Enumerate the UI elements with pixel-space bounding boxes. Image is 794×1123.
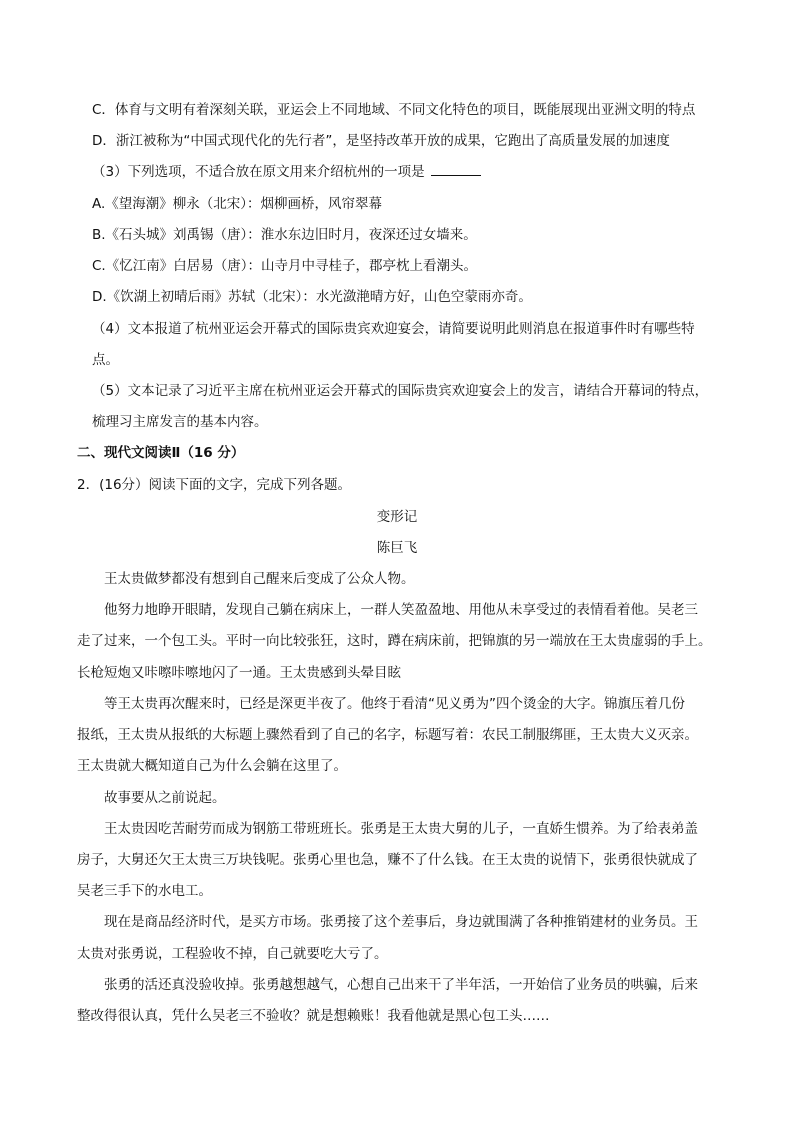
question-4-line2: 点。 bbox=[92, 352, 119, 368]
paragraph-2-line2: 走了过来，一个包工头。平时一向比较张狂，这时，蹲在病床前，把锦旗的另一端放在王太贵虚弱的手上。 bbox=[77, 633, 712, 649]
q3-option-c: C.《忆江南》白居易（唐）：山寺月中寻桂子，郡亭枕上看潮头。 bbox=[92, 258, 477, 274]
question-4-line1: （4）文本报道了杭州亚运会开幕式的国际贵宾欢迎宴会，请简要说明此则消息在报道事件时有哪些特 bbox=[92, 321, 695, 337]
story-title: 变形记 bbox=[376, 509, 418, 525]
option-d-text: D．浙江被称为“中国式现代化的先行者”，是坚持改革开放的成果，它跑出了高质量发展的加速度 bbox=[92, 133, 670, 149]
paragraph-5-line1: 王太贵因吃苦耐劳而成为钢筋工带班班长。张勇是王太贵大舅的儿子，一直娇生惯养。为了给表弟盖 bbox=[104, 821, 698, 837]
paragraph-7-line1: 张勇的活还真没验收掉。张勇越想越气，心想自己出来干了半年活，一开始信了业务员的哄骗，后来 bbox=[104, 977, 698, 993]
paragraph-6-line2: 太贵对张勇说，工程验收不掉，自己就要吃大亏了。 bbox=[77, 946, 388, 962]
paragraph-2-line3: 长枪短炮又咔嚓咔嚓地闪了一通。王太贵感到头晕目眩 bbox=[77, 665, 401, 681]
question-2-intro: 2．(16分）阅读下面的文字，完成下列各题。 bbox=[77, 477, 352, 493]
paragraph-2-line1: 他努力地睁开眼睛，发现自己躺在病床上，一群人笑盈盈地、用他从未享受过的表情看着他。吴老三 bbox=[104, 602, 698, 618]
answer-blank bbox=[431, 163, 481, 176]
option-c-text: C．体育与文明有着深刻关联，亚运会上不同地域、不同文化特色的项目，既能展现出亚洲文明的特点 bbox=[92, 102, 696, 118]
question-3 bbox=[92, 163, 481, 181]
paragraph-5-line3: 吴老三手下的水电工。 bbox=[77, 883, 212, 899]
story-author: 陈巨飞 bbox=[376, 540, 418, 556]
q3-option-b: B.《石头城》刘禹锡（唐）：淮水东边旧时月，夜深还过女墙来。 bbox=[92, 227, 477, 243]
section-title: 二、现代文阅读Ⅱ（16 分） bbox=[77, 445, 245, 461]
q3-option-d: D.《饮湖上初晴后雨》苏轼（北宋）：水光潋滟晴方好，山色空蒙雨亦奇。 bbox=[92, 289, 532, 305]
paragraph-3-line3: 王太贵就大概知道自己为什么会躺在这里了。 bbox=[77, 758, 347, 774]
paragraph-5-line2: 房子，大舅还欠王太贵三万块钱呢。张勇心里也急，赚不了什么钱。在王太贵的说情下，张勇很快就成了 bbox=[77, 852, 698, 868]
question-5-line1: （5）文本记录了习近平主席在杭州亚运会开幕式的国际贵宾欢迎宴会上的发言，请结合开幕词的特点， bbox=[92, 383, 709, 399]
q3-option-a: A.《望海潮》柳永（北宋）：烟柳画桥，风帘翠幕 bbox=[92, 196, 383, 212]
paragraph-4: 故事要从之前说起。 bbox=[104, 790, 226, 806]
paragraph-3-line2: 报纸，王太贵从报纸的大标题上骤然看到了自己的名字，标题写着：农民工制服绑匪，王太贵大义灭亲。 bbox=[77, 727, 698, 743]
paragraph-7-line2: 整改得很认真，凭什么吴老三不验收？就是想赖账！我看他就是黑心包工头…… bbox=[77, 1008, 550, 1024]
paragraph-3-line1: 等王太贵再次醒来时，已经是深更半夜了。他终于看清“见义勇为”四个烫金的大字。锦旗压着几份 bbox=[104, 696, 685, 712]
question-3-text: （3）下列选项，不适合放在原文用来介绍杭州的一项是 bbox=[92, 164, 425, 180]
paragraph-1: 王太贵做梦都没有想到自己醒来后变成了公众人物。 bbox=[104, 571, 415, 587]
paragraph-6-line1: 现在是商品经济时代，是买方市场。张勇接了这个差事后，身边就围满了各种推销建材的业务员。王 bbox=[104, 914, 698, 930]
question-5-line2: 梳理习主席发言的基本内容。 bbox=[92, 414, 268, 430]
